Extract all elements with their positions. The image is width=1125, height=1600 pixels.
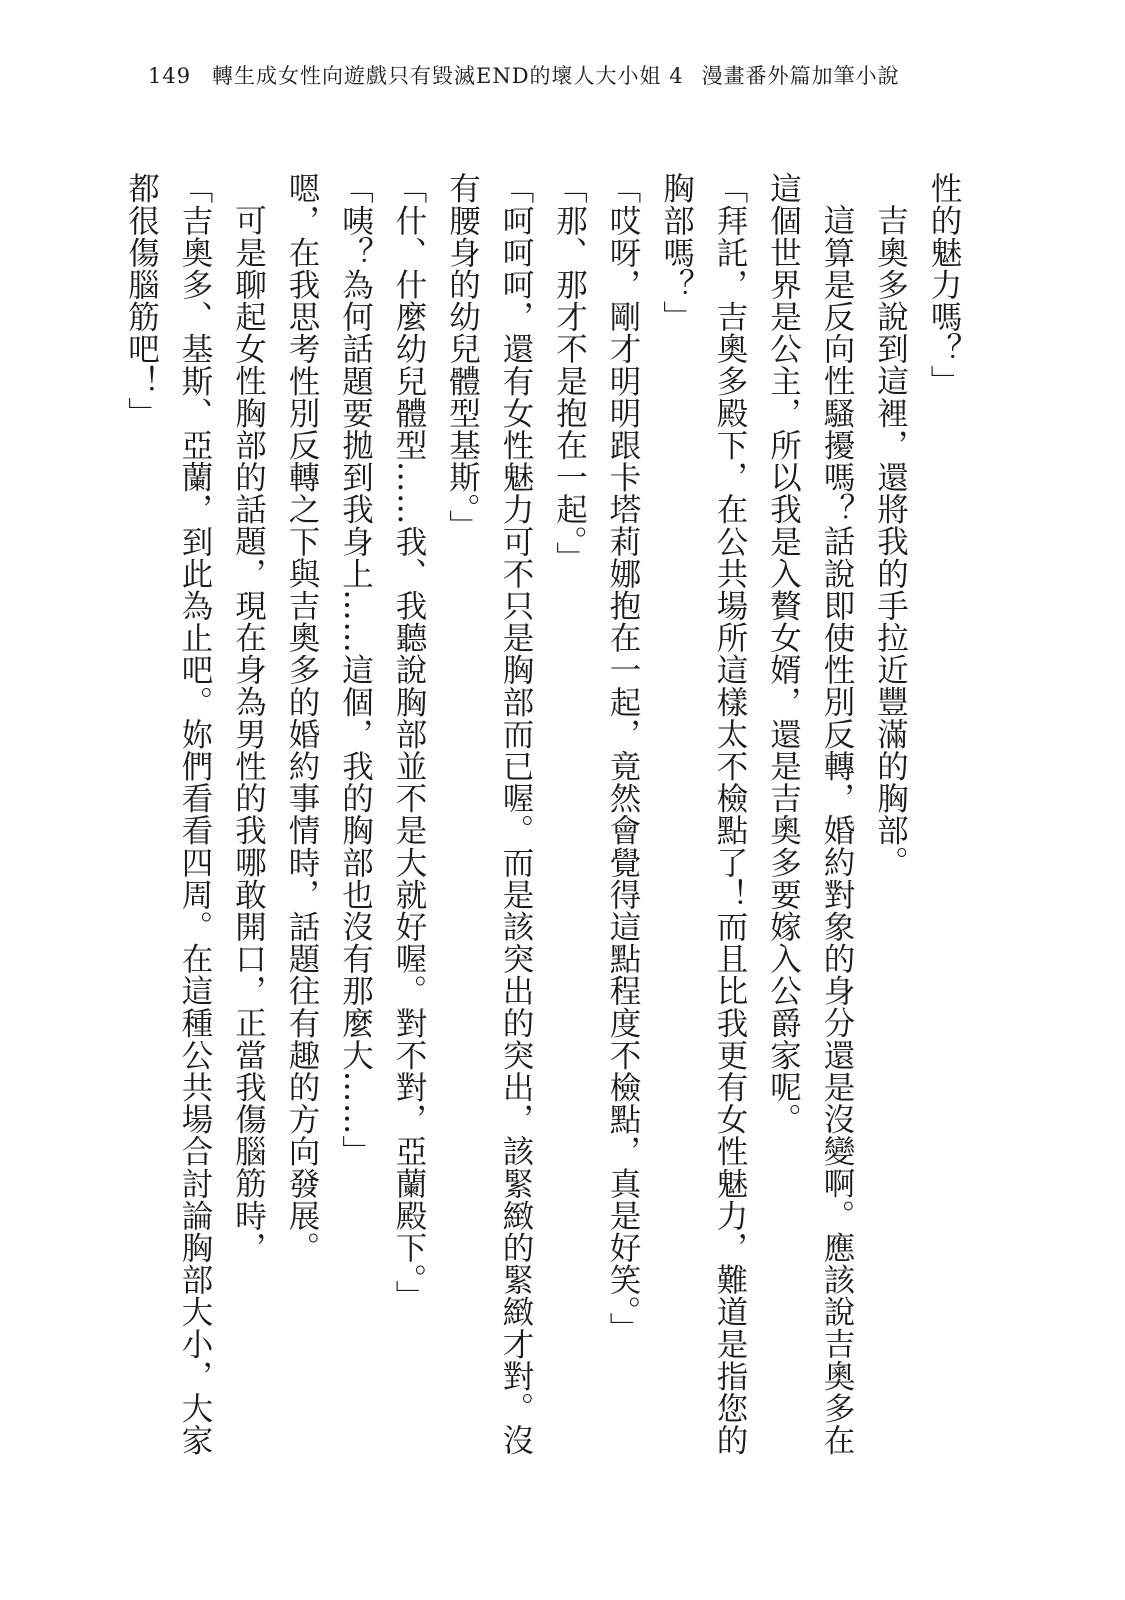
paragraph-1: 性的魅力嗎？」 — [926, 172, 962, 397]
paragraph-9: 「咦？為何話題要拋到我身上……這個，我的胸部也沒有那麼大……」 — [337, 172, 374, 1168]
section-title: 漫畫番外篇加筆小說 — [701, 64, 900, 88]
paragraph-10: 嗯，在我思考性別反轉之下與吉奧多的婚約事情時，話題往有趣的方向發展。 — [284, 172, 320, 1264]
book-title-text: 轉生成女性向遊戲只有毀滅END的壞人大小姐 4 — [212, 64, 684, 88]
paragraph-2: 吉奧多說到這裡，還將我的手拉近豐滿的胸部。 — [872, 203, 909, 878]
paragraph-3: 這算是反向性騷擾嗎？話說即使性別反轉，婚約對象的身分還是沒變啊。應該說吉奧多在這個世界是公主，所以我是入贅女婿，還是吉奧多要嫁入公爵家呢。 — [765, 172, 855, 1456]
paragraph-12: 「吉奧多、基斯、亞蘭，到此為止吧。妳們看看四周。在這種公共場合討論胸部大小，大家都很傷腦筋吧！」 — [123, 172, 213, 1456]
paragraph-6: 「那、那才不是抱在一起。」 — [551, 172, 588, 574]
vertical-body-text — [114, 172, 970, 1472]
paragraph-7: 「呵呵呵，還有女性魅力可不只是胸部而已喔。而是該突出的突出，該緊緻的緊緻才對。沒有腰身的幼兒體型基斯。」 — [444, 172, 534, 1456]
paragraph-5: 「哎呀，剛才明明跟卡塔莉娜抱在一起，竟然會覺得這點程度不檢點，真是好笑。」 — [605, 172, 641, 1344]
paragraph-8: 「什、什麼幼兒體型……我、我聽說胸部並不是大就好喔。對不對，亞蘭殿下。」 — [391, 172, 427, 1312]
page-number: 149 — [148, 64, 192, 88]
running-header — [0, 56, 1125, 96]
paragraph-4: 「拜託，吉奧多殿下，在公共場所這樣太不檢點了！而且比我更有女性魅力，難道是指您的胸部嗎？」 — [658, 172, 748, 1456]
paragraph-11: 可是聊起女性胸部的話題，現在身為男性的我哪敢開口，正當我傷腦筋時， — [230, 203, 267, 1263]
book-title — [212, 56, 900, 96]
